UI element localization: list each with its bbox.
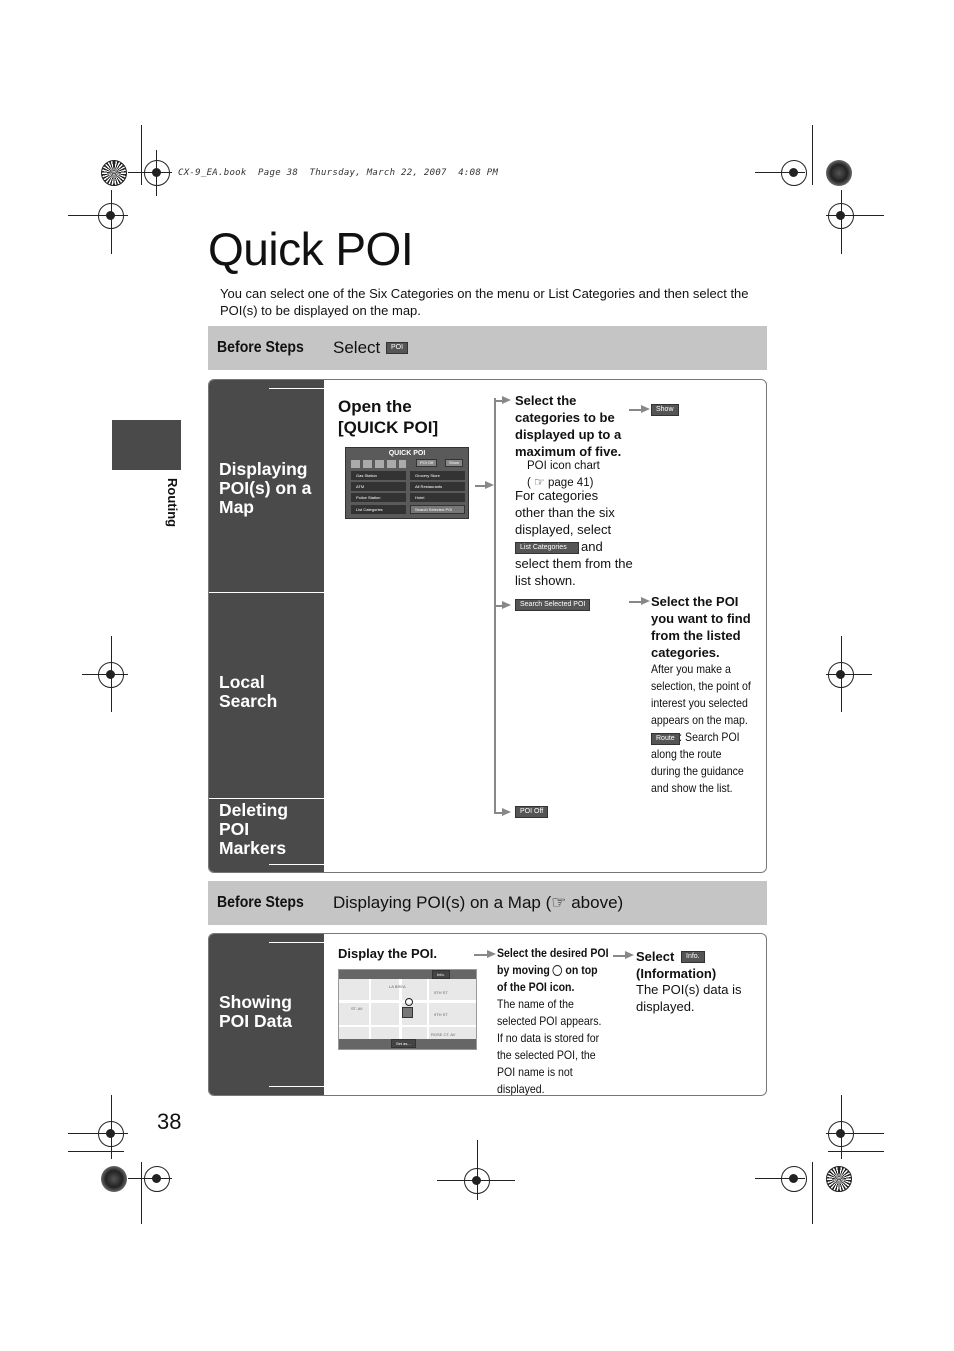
band2-text-prefix: Displaying POI(s) on a Map ( <box>333 893 552 912</box>
arrow-head <box>641 597 650 605</box>
crop-mark <box>141 1162 142 1224</box>
band2-text-suffix: above) <box>566 893 624 912</box>
side-tab-block <box>112 420 181 470</box>
crop-mark <box>755 172 805 173</box>
side-tab-label: Routing <box>165 478 180 528</box>
crop-mark <box>828 1151 884 1152</box>
for-categories-text: For categories other than the six displayed, select <box>515 488 615 537</box>
crop-mark <box>111 190 112 254</box>
before-steps-band <box>208 326 767 370</box>
hand-pointer-icon: ☞ <box>534 475 545 489</box>
screen-search-selected[interactable]: Search Selected POI <box>410 505 465 514</box>
screen-item-police[interactable]: Police Station <box>351 493 406 502</box>
after-selection-text: After you make a selection, the point of interest you selected appears on the map. <box>651 662 751 727</box>
screen-title: QUICK POI <box>388 450 426 457</box>
poi-icon-chart-ref: POI icon chart <box>527 460 600 472</box>
show-button[interactable]: Show <box>651 404 679 416</box>
and-select-text: and select them from the list shown. <box>515 539 633 588</box>
arrow-head <box>485 481 494 489</box>
no-data-text: If no data is stored for the selected POI, the POI name is not displayed. <box>497 1031 600 1096</box>
crop-mark <box>812 125 813 185</box>
crop-mark <box>826 674 872 675</box>
screen-item-grocery[interactable]: Grocery Store <box>410 471 465 480</box>
crop-mark <box>111 1095 112 1159</box>
crop-mark <box>68 1151 124 1152</box>
registration-mark-bottom-right-outer <box>826 1166 852 1192</box>
crop-mark <box>477 1140 478 1200</box>
screen-show[interactable]: Show <box>445 459 463 467</box>
screen-item-hotel[interactable]: Hotel <box>410 493 465 502</box>
arrow-line <box>474 954 488 956</box>
information-label: (Information) <box>636 966 717 981</box>
registration-mark-bottom-right <box>781 1166 807 1192</box>
quick-poi-panel <box>208 379 767 873</box>
map-poi-icon <box>402 1007 413 1018</box>
screen-item-atm[interactable]: ATM <box>351 482 406 491</box>
section-local-search: Local Search <box>219 672 278 711</box>
band2-text <box>333 893 623 913</box>
page-title: Quick POI <box>208 223 414 275</box>
section-deleting-markers: Deleting POI Markers <box>219 800 289 858</box>
screen-icon-row <box>351 460 406 468</box>
crop-mark <box>111 636 112 712</box>
show-poi-data-panel <box>208 933 767 1096</box>
map-road <box>427 970 429 1049</box>
registration-mark-bottom-left <box>144 1166 170 1192</box>
before-steps-band-2 <box>208 881 767 925</box>
crop-mark <box>141 125 142 185</box>
arrow-head <box>502 396 511 404</box>
book-info-header: CX-9_EA.book Page 38 Thursday, March 22, 2007 4:08 PM <box>178 168 499 178</box>
hand-pointer-icon: ☞ <box>551 893 567 912</box>
crop-mark <box>68 1133 128 1134</box>
map-street-label: LA BREA <box>389 984 406 989</box>
registration-mark-top-right <box>781 160 807 186</box>
before-steps-label: Before Steps <box>217 339 304 356</box>
registration-mark-top-left <box>144 160 170 186</box>
display-poi-title: Display the POI. <box>338 946 437 961</box>
list-categories-button[interactable]: List Categories <box>515 542 579 554</box>
arrow-head <box>487 950 496 958</box>
section-divider <box>209 592 324 593</box>
crop-mark <box>826 215 884 216</box>
map-road <box>369 970 371 1049</box>
select-info-label: Select <box>636 949 675 964</box>
poi-data-displayed: The POI(s) data is displayed. <box>636 982 742 1014</box>
section-showing-poi-data: Showing POI Data <box>219 992 292 1031</box>
page-number: 38 <box>157 1109 182 1134</box>
map-top-bar <box>339 970 476 979</box>
screen-item-restaurants[interactable]: All Restaurants <box>410 482 465 491</box>
map-street-label: ST. AV <box>351 1006 363 1011</box>
map-street-label: 9TH ST <box>434 1012 448 1017</box>
crop-mark <box>82 674 128 675</box>
select-desired-poi <box>497 945 610 996</box>
before-steps-label-2: Before Steps <box>217 894 304 911</box>
section-divider <box>209 798 324 799</box>
map-info-button[interactable]: Info. <box>432 970 450 979</box>
select-desired-text: Select the desired POI by moving <box>497 946 609 977</box>
select-poi-instruction: Select the POI you want to find from the listed categories. <box>651 594 751 660</box>
arrow-head <box>625 951 634 959</box>
open-quick-poi-title: Open the [QUICK POI] <box>338 397 439 437</box>
map-screen <box>338 969 477 1050</box>
arrow-head <box>502 808 511 816</box>
select-desired-text-2: on top of the POI icon. <box>497 963 598 994</box>
section-displaying-poi: Displaying POI(s) on a Map <box>219 459 312 517</box>
section-divider <box>269 388 324 389</box>
crop-mark <box>437 1180 515 1181</box>
section-divider <box>269 864 324 865</box>
quick-poi-screen <box>345 447 469 519</box>
map-road <box>339 1025 476 1027</box>
intro-text: You can select one of the Six Categories on the menu or List Categories and then select the POI(s) to be displayed on the map. <box>220 286 749 318</box>
cursor-icon <box>553 965 563 976</box>
crop-mark <box>812 1162 813 1224</box>
map-street-label: ROSE CT. AV <box>431 1032 456 1037</box>
screen-poi-off[interactable]: POI Off <box>416 459 437 467</box>
poi-off-button[interactable]: POI Off <box>515 806 548 818</box>
route-button[interactable]: Route <box>651 733 680 745</box>
registration-mark-top-right-outer <box>826 160 852 186</box>
map-cursor-icon <box>405 998 413 1006</box>
page-ref-open: ( <box>527 477 531 489</box>
crop-mark <box>826 1133 884 1134</box>
crop-mark <box>841 636 842 712</box>
arrow-head <box>502 601 511 609</box>
registration-mark-bottom-left-outer <box>101 1166 127 1192</box>
crop-mark <box>128 172 172 173</box>
select-categories-instruction: Select the categories to be displayed up to a maximum of five. <box>515 393 622 459</box>
crop-mark <box>156 150 157 196</box>
select-label: Select <box>333 338 381 357</box>
section-divider <box>269 1086 324 1087</box>
map-street-label: 5TH ST <box>434 990 448 995</box>
crop-mark <box>68 215 128 216</box>
crop-mark <box>755 1178 805 1179</box>
poi-button[interactable]: POI <box>386 342 408 354</box>
search-selected-poi-button[interactable]: Search Selected POI <box>515 599 590 611</box>
screen-list-categories[interactable]: List Categories <box>351 505 406 514</box>
map-set-button[interactable]: Set as... <box>391 1039 416 1048</box>
screen-item-gas[interactable]: Gas Station <box>351 471 406 480</box>
crop-mark <box>841 190 842 254</box>
route-description: : Search POI along the route during the guidance and show the list. <box>651 730 744 795</box>
registration-mark-top-left-outer <box>101 160 127 186</box>
info-button[interactable]: Info. <box>681 951 705 963</box>
crop-mark <box>841 1095 842 1159</box>
section-divider <box>269 942 324 943</box>
crop-mark <box>128 1178 172 1179</box>
page-ref-text: page 41) <box>548 477 594 489</box>
name-appears-text: The name of the selected POI appears. <box>497 997 602 1028</box>
arrow-head <box>641 405 650 413</box>
